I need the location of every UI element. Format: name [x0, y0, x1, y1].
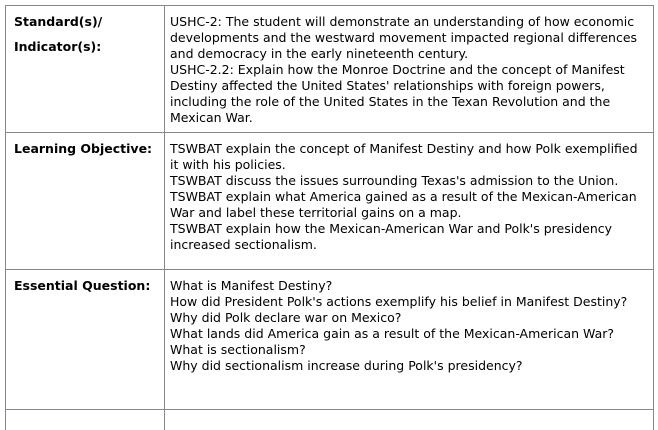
- objective-label: Learning Objective:: [6, 133, 164, 157]
- question-line: What is sectionalism?: [170, 342, 649, 358]
- table-row-objective: [6, 133, 654, 270]
- objective-content-cell: [165, 133, 654, 270]
- objective-label-cell: [6, 133, 165, 270]
- standards-label: Standard(s)/ Indicator(s):: [6, 6, 164, 59]
- objective-line: TSWBAT explain what America gained as a result of the Mexican-American War and label these territorial gains on a map.: [170, 189, 649, 221]
- question-label: Essential Question:: [6, 270, 164, 294]
- question-content: [165, 270, 653, 380]
- table-row-essential-question: [6, 270, 654, 410]
- objective-line: TSWBAT explain how the Mexican-American War and Polk's presidency increased sectionalism.: [170, 221, 649, 253]
- question-line: What is Manifest Destiny?: [170, 278, 649, 294]
- question-line: What lands did America gain as a result of the Mexican-American War?: [170, 326, 649, 342]
- standards-content: [165, 6, 653, 132]
- standard-line: USHC-2.2: Explain how the Monroe Doctrine and the concept of Manifest Destiny affected the United States' relationships with foreign powers, including the role of the United States in the Texan Revolution and the Mexican War.: [170, 62, 649, 126]
- standard-line: USHC-2: The student will demonstrate an understanding of how economic developments and the westward movement impacted regional differences and democracy in the early nineteenth century.: [170, 14, 649, 62]
- standards-label-cell: [6, 6, 165, 133]
- question-line: Why did Polk declare war on Mexico?: [170, 310, 649, 326]
- objective-content: [165, 133, 653, 259]
- standards-content-cell: [165, 6, 654, 133]
- lesson-plan-table: [5, 5, 654, 430]
- question-line: How did President Polk's actions exemplify his belief in Manifest Destiny?: [170, 294, 649, 310]
- table-row-standards: [6, 6, 654, 133]
- question-label-cell: [6, 270, 165, 410]
- question-line: Why did sectionalism increase during Polk's presidency?: [170, 358, 649, 374]
- question-content-cell: [165, 270, 654, 410]
- objective-line: TSWBAT explain the concept of Manifest Destiny and how Polk exemplified it with his policies.: [170, 141, 649, 173]
- objective-line: TSWBAT discuss the issues surrounding Texas's admission to the Union.: [170, 173, 649, 189]
